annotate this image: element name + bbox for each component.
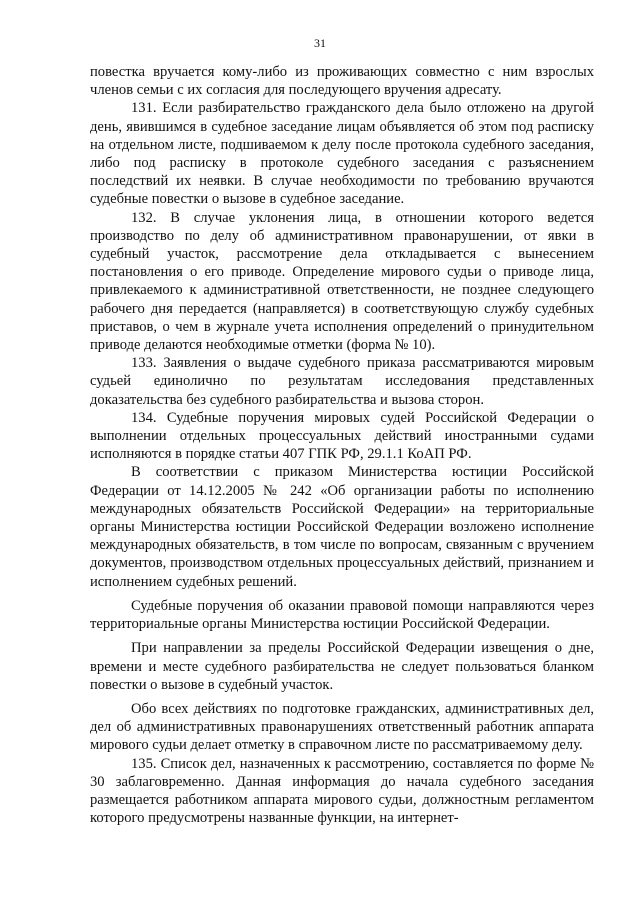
paragraph-134: 134. Судебные поручения мировых судей Российской Федерации о выполнении отдельных процессуальных действий иностранными судами исполняются в порядке статьи 407 ГПК РФ, 29.1.1 КоАП РФ. bbox=[90, 409, 594, 463]
document-body bbox=[90, 63, 594, 827]
paragraph-ministry-order: В соответствии с приказом Министерства юстиции Российской Федерации от 14.12.2005 № 242 «Об организации работы по исполнению международных обязательств Российской Федерации» на территориальные органы Министерства юстиции Российской Федерации возложено исполнение международных обязательств, в том числе по вопросам, связанным с вручением документов, производством отдельных процессуальных действий, признанием и исполнением судебных решений. bbox=[90, 464, 594, 590]
paragraph-133: 133. Заявления о выдаче судебного приказа рассматриваются мировым судьей единолично по результатам исследования представленных доказательства без судебного разбирательства и вызова сторон. bbox=[90, 355, 594, 408]
paragraph-135: 135. Список дел, назначенных к рассмотрению, составляется по форме № 30 заблаговременно. Данная информация до начала судебного заседания размещается работником аппарата мирового судьи, должностным регламентом которого предусмотрены названные функции, на интернет- bbox=[90, 755, 594, 827]
paragraph-131: 131. Если разбирательство гражданского дела было отложено на другой день, явившимся в судебное заседание лицам объявляется об этом под расписку на отдельном листе, подшиваемом к делу после протокола судебного заседания, либо под расписку в протоколе судебного заседания с разъяснением последствий их неявки. В случае необходимости по требованию вручаются судебные повестки о вызове в судебное заседание. bbox=[90, 100, 594, 208]
paragraph-notice-abroad: При направлении за пределы Российской Федерации извещения о дне, времени и месте судебного разбирательства не следует пользоваться бланком повестки о вызове в судебный участок. bbox=[90, 640, 594, 693]
page-number: 31 bbox=[314, 36, 326, 50]
paragraph-continuation: повестка вручается кому-либо из проживающих совместно с ним взрослых членов семьи с их согласия для последующего вручения адресату. bbox=[90, 64, 594, 99]
paragraph-132: 132. В случае уклонения лица, в отношении которого ведется производство по делу об административном правонарушении, от явки в судебный участок, рассмотрение дела откладывается с вынесением постановления о его приводе. Определение мирового судьи о приводе лица, привлекаемого к административной ответственности, не позднее следующего рабочего дня передается (направляется) в соответствующую службу судебных приставов, о чем в журнале учета исполнения определений о принудительном приводе делаются необходимые отметки (форма № 10). bbox=[90, 209, 594, 354]
paragraph-case-marks: Обо всех действиях по подготовке гражданских, административных дел, дел об административных правонарушениях ответственный работник аппарата мирового судьи делает отметку в справочном листе по рассматриваемому делу. bbox=[90, 700, 594, 754]
paragraph-legal-assistance: Судебные поручения об оказании правовой помощи направляются через территориальные органы Министерства юстиции Российской Федерации. bbox=[90, 597, 594, 633]
